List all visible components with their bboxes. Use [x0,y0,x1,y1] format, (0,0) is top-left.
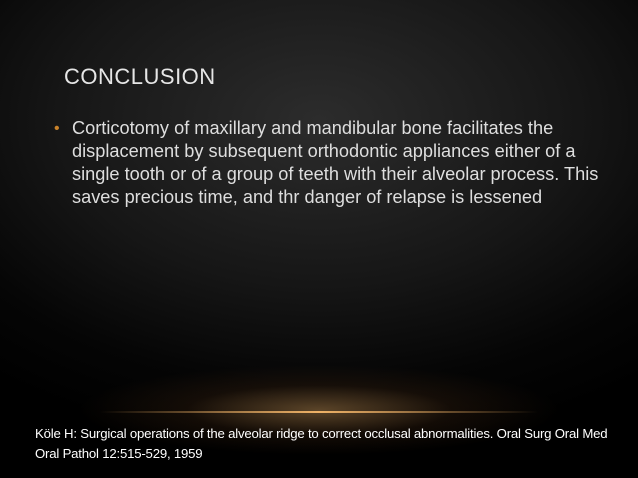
bullet-item [52,117,612,209]
bullet-list [52,117,612,209]
slide-title: CONCLUSION [64,64,216,89]
glow-divider [100,411,538,413]
citation: Kӧle H: Surgical operations of the alveolar ridge to correct occlusal abnormalities. Oral Surg Oral Med Oral Pathol 12:515-529, 1959 [35,426,608,461]
bullet-text: Corticotomy of maxillary and mandibular bone facilitates the displacement by subsequent orthodontic appliances either of a single tooth or of a group of teeth with their alveolar process. This saves precious time, and thr danger of relapse is lessened [72,118,599,207]
bullet-dot-icon: • [54,120,60,137]
